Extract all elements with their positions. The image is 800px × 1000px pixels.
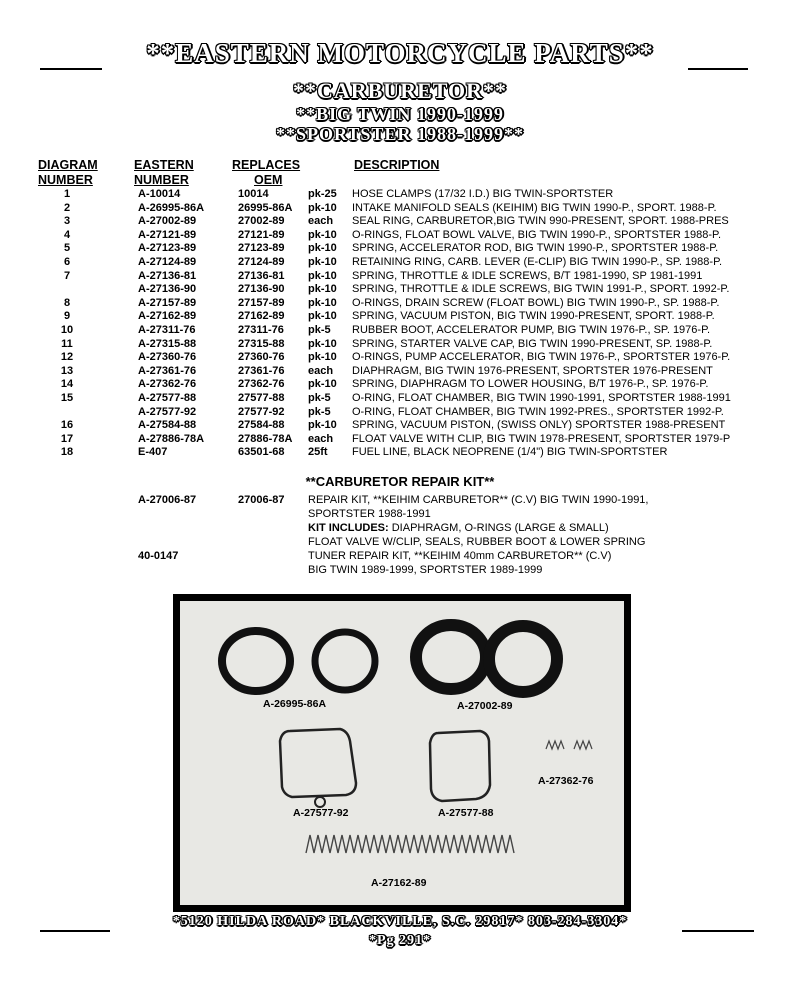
diagram-number: 4 xyxy=(63,228,71,241)
kit-includes xyxy=(308,522,609,534)
table-row xyxy=(0,419,800,433)
kit2-description-2: BIG TWIN 1989-1999, SPORTSTER 1989-1999 xyxy=(308,564,543,576)
pack-size: pk-10 xyxy=(308,269,337,282)
catalog-line-bigtwin: **BIG TWIN 1990-1999 xyxy=(296,104,504,124)
kit-includes-label: KIT INCLUDES: xyxy=(308,522,389,534)
diagram-number: 6 xyxy=(63,255,71,268)
kit1-description-2: SPORTSTER 1988-1991 xyxy=(308,508,431,520)
kit1-oem-number: 27006-87 xyxy=(238,494,285,506)
part-description: RETAINING RING, CARB. LEVER (E-CLIP) BIG TWIN 1990-P., SP. 1988-P. xyxy=(352,255,723,268)
part-description: SEAL RING, CARBURETOR,BIG TWIN 990-PRESENT, SPORT. 1988-PRES xyxy=(352,215,729,228)
eastern-number: A-26995-86A xyxy=(138,201,205,214)
oem-number: 27124-89 xyxy=(238,255,285,268)
table-row xyxy=(0,297,800,311)
table-row xyxy=(0,446,800,460)
float-ring-92-tab xyxy=(315,797,325,807)
seal-ring-right xyxy=(489,626,557,692)
parts-photo xyxy=(173,594,631,912)
table-row xyxy=(0,378,800,392)
pack-size: pk-10 xyxy=(308,419,337,432)
eastern-number: A-27123-89 xyxy=(138,242,197,255)
pack-size: 25ft xyxy=(308,446,328,459)
table-row xyxy=(0,242,800,256)
eastern-number: A-27315-88 xyxy=(138,337,197,350)
photo-label-float-ring-92: A-27577-92 xyxy=(293,807,349,819)
part-description: O-RING, FLOAT CHAMBER, BIG TWIN 1992-PRES., SPORTSTER 1992-P. xyxy=(352,405,724,418)
kit2-eastern-number: 40-0147 xyxy=(138,550,179,562)
diagram-number: 12 xyxy=(60,351,74,364)
table-row xyxy=(0,256,800,270)
oem-number: 63501-68 xyxy=(238,446,285,459)
diagram-number: 3 xyxy=(63,215,71,228)
photo-label-vacuum-spring: A-27162-89 xyxy=(371,877,427,889)
repair-kit-title: **CARBURETOR REPAIR KIT** xyxy=(305,474,495,489)
pack-size: pk-10 xyxy=(308,201,337,214)
kit1-description: REPAIR KIT, **KEIHIM CARBURETOR** (C.V) BIG TWIN 1990-1991, xyxy=(308,494,649,506)
oem-number: 27362-76 xyxy=(238,378,285,391)
table-row xyxy=(0,406,800,420)
pack-size: each xyxy=(308,432,334,445)
parts-photo-drawing xyxy=(180,601,624,905)
eastern-number: A-27157-89 xyxy=(138,296,197,309)
pack-size: pk-5 xyxy=(308,391,331,404)
part-description: INTAKE MANIFOLD SEALS (KEIHIM) BIG TWIN 1990-P., SPORT. 1988-P. xyxy=(352,201,717,214)
table-row xyxy=(0,310,800,324)
diagram-number: 13 xyxy=(60,364,74,377)
oem-number: 27577-92 xyxy=(238,405,285,418)
part-description: SPRING, THROTTLE & IDLE SCREWS, B/T 1981-1990, SP 1981-1991 xyxy=(352,269,703,282)
diagram-number: 8 xyxy=(63,296,71,309)
parts-photo-background xyxy=(180,601,624,905)
table-row xyxy=(0,324,800,338)
eastern-number: A-27124-89 xyxy=(138,255,197,268)
col-diagram: DIAGRAM xyxy=(38,158,98,172)
eastern-number: A-27121-89 xyxy=(138,228,197,241)
float-ring-88 xyxy=(430,731,490,801)
oem-number: 27136-90 xyxy=(238,283,285,296)
table-row xyxy=(0,202,800,216)
pack-size: pk-10 xyxy=(308,351,337,364)
oem-number: 27123-89 xyxy=(238,242,285,255)
diagram-number: 11 xyxy=(61,337,73,350)
table-row xyxy=(0,365,800,379)
pack-size: each xyxy=(308,364,334,377)
diagram-number: 10 xyxy=(60,323,74,336)
eastern-number: A-27162-89 xyxy=(138,310,197,323)
diagram-number: 5 xyxy=(63,242,71,255)
small-springs xyxy=(546,741,592,749)
oem-number: 27162-89 xyxy=(238,310,285,323)
part-description: O-RING, FLOAT CHAMBER, BIG TWIN 1990-1991, SPORTSTER 1988-1991 xyxy=(352,391,731,404)
eastern-number: A-27136-81 xyxy=(138,269,197,282)
photo-label-float-ring-88: A-27577-88 xyxy=(438,807,494,819)
part-description: SPRING, DIAPHRAGM TO LOWER HOUSING, B/T 1976-P., SP. 1976-P. xyxy=(352,378,709,391)
part-description: FLOAT VALVE WITH CLIP, BIG TWIN 1978-PRESENT, SPORTSTER 1979-P xyxy=(352,432,731,445)
diagram-number: 14 xyxy=(60,378,74,391)
diagram-number: 1 xyxy=(63,188,71,200)
part-description: DIAPHRAGM, BIG TWIN 1976-PRESENT, SPORTSTER 1976-PRESENT xyxy=(352,364,713,377)
eastern-number: A-27886-78A xyxy=(138,432,205,445)
diagram-number: 18 xyxy=(60,446,74,459)
col-oem: OEM xyxy=(254,173,283,187)
kit-includes-2: FLOAT VALVE W/CLIP, SEALS, RUBBER BOOT & LOWER SPRING xyxy=(308,536,646,548)
photo-label-manifold-seal: A-26995-86A xyxy=(263,698,327,710)
parts-table xyxy=(0,188,800,460)
diagram-number: 17 xyxy=(60,432,74,445)
oem-number: 27121-89 xyxy=(238,228,285,241)
header-rule-right xyxy=(688,68,748,70)
eastern-number: A-27360-76 xyxy=(138,351,197,364)
photo-label-seal-ring: A-27002-89 xyxy=(457,700,513,712)
table-row xyxy=(0,283,800,297)
eastern-number: A-10014 xyxy=(138,188,181,200)
part-description: FUEL LINE, BLACK NEOPRENE (1/4") BIG TWIN-SPORTSTER xyxy=(352,446,668,459)
oem-number: 27584-88 xyxy=(238,419,285,432)
pack-size: pk-5 xyxy=(308,405,331,418)
company-title: **EASTERN MOTORCYCLE PARTS** xyxy=(146,38,654,68)
eastern-number: A-27577-88 xyxy=(138,391,197,404)
header-rule-left xyxy=(40,68,102,70)
footer-address: *5120 HILDA ROAD* BLACKVILLE, S.C. 29817* 803-284-3304* xyxy=(172,914,628,929)
table-row xyxy=(0,215,800,229)
pack-size: pk-10 xyxy=(308,378,337,391)
col-description: DESCRIPTION xyxy=(354,158,440,172)
pack-size: pk-10 xyxy=(308,228,337,241)
part-description: O-RINGS, PUMP ACCELERATOR, BIG TWIN 1976-P., SPORTSTER 1976-P. xyxy=(352,351,731,364)
oem-number: 27315-88 xyxy=(238,337,285,350)
diagram-number: 7 xyxy=(63,269,71,282)
o-ring-right xyxy=(315,632,375,690)
table-row xyxy=(0,338,800,352)
eastern-number: A-27311-76 xyxy=(138,323,196,336)
diagram-number: 15 xyxy=(60,391,74,404)
catalog-line-sportster: **SPORTSTER 1988-1999** xyxy=(276,124,524,144)
pack-size: pk-5 xyxy=(308,323,331,336)
table-row xyxy=(0,229,800,243)
part-description: SPRING, VACUUM PISTON, BIG TWIN 1990-PRESENT, SPORT. 1988-P. xyxy=(352,310,715,323)
catalog-subtitle: **CARBURETOR** xyxy=(292,78,508,103)
oem-number: 27577-88 xyxy=(238,391,285,404)
eastern-number: A-27577-92 xyxy=(138,405,197,418)
table-row xyxy=(0,270,800,284)
o-ring-left xyxy=(222,631,290,691)
table-row xyxy=(0,351,800,365)
part-description: RUBBER BOOT, ACCELERATOR PUMP, BIG TWIN 1976-P., SP. 1976-P. xyxy=(352,323,711,336)
eastern-number: A-27002-89 xyxy=(138,215,197,228)
kit1-eastern-number: A-27006-87 xyxy=(138,494,197,506)
eastern-number: A-27584-88 xyxy=(138,419,197,432)
photo-label-diaphragm-spring: A-27362-76 xyxy=(538,775,594,787)
table-row xyxy=(0,188,800,202)
part-description: O-RINGS, DRAIN SCREW (FLOAT BOWL) BIG TWIN 1990-P., SP. 1988-P. xyxy=(352,296,720,309)
eastern-number: A-27362-76 xyxy=(138,378,197,391)
kit2-description: TUNER REPAIR KIT, **KEIHIM 40mm CARBURETOR** (C.V) xyxy=(308,550,612,562)
pack-size: pk-10 xyxy=(308,255,337,268)
part-description: SPRING, VACUUM PISTON, (SWISS ONLY) SPORTSTER 1988-PRESENT xyxy=(352,419,726,432)
pack-size: pk-10 xyxy=(308,310,337,323)
table-row xyxy=(0,392,800,406)
page-number: *Pg 291* xyxy=(368,933,432,948)
pack-size: pk-10 xyxy=(308,283,337,296)
col-eastern-number: NUMBER xyxy=(134,173,189,187)
oem-number: 27311-76 xyxy=(238,323,284,336)
oem-number: 27157-89 xyxy=(238,296,285,309)
part-description: O-RINGS, FLOAT BOWL VALVE, BIG TWIN 1990-P., SPORTSTER 1988-P. xyxy=(352,228,722,241)
part-description: HOSE CLAMPS (17/32 I.D.) BIG TWIN-SPORTSTER xyxy=(352,188,614,200)
float-ring-92 xyxy=(280,729,356,797)
oem-number: 26995-86A xyxy=(238,201,293,214)
part-description: SPRING, ACCELERATOR ROD, BIG TWIN 1990-P., SPORTSTER 1988-P. xyxy=(352,242,719,255)
eastern-number: E-407 xyxy=(138,446,168,459)
part-description: SPRING, THROTTLE & IDLE SCREWS, BIG TWIN 1991-P., SPORT. 1992-P. xyxy=(352,283,730,296)
oem-number: 27886-78A xyxy=(238,432,293,445)
diagram-number: 9 xyxy=(63,310,71,323)
eastern-number: A-27136-90 xyxy=(138,283,197,296)
long-spring xyxy=(306,835,514,853)
pack-size: pk-10 xyxy=(308,337,337,350)
diagram-number: 16 xyxy=(60,419,74,432)
col-diagram-number: NUMBER xyxy=(38,173,93,187)
oem-number: 27360-76 xyxy=(238,351,285,364)
footer-rule-left xyxy=(40,930,110,932)
pack-size: pk-10 xyxy=(308,296,337,309)
eastern-number: A-27361-76 xyxy=(138,364,197,377)
diagram-number: 2 xyxy=(63,201,71,214)
pack-size: each xyxy=(308,215,334,228)
pack-size: pk-10 xyxy=(308,242,337,255)
table-row xyxy=(0,433,800,447)
oem-number: 27136-81 xyxy=(238,269,285,282)
oem-number: 10014 xyxy=(238,188,269,200)
seal-ring-left xyxy=(416,625,486,689)
part-description: SPRING, STARTER VALVE CAP, BIG TWIN 1990-PRESENT, SP. 1988-P. xyxy=(352,337,713,350)
col-replaces: REPLACES xyxy=(232,158,301,172)
oem-number: 27361-76 xyxy=(238,364,285,377)
kit-includes-text: DIAPHRAGM, O-RINGS (LARGE & SMALL) xyxy=(388,522,609,534)
col-eastern: EASTERN xyxy=(134,158,194,172)
oem-number: 27002-89 xyxy=(238,215,285,228)
footer-rule-right xyxy=(682,930,754,932)
pack-size: pk-25 xyxy=(308,188,337,200)
